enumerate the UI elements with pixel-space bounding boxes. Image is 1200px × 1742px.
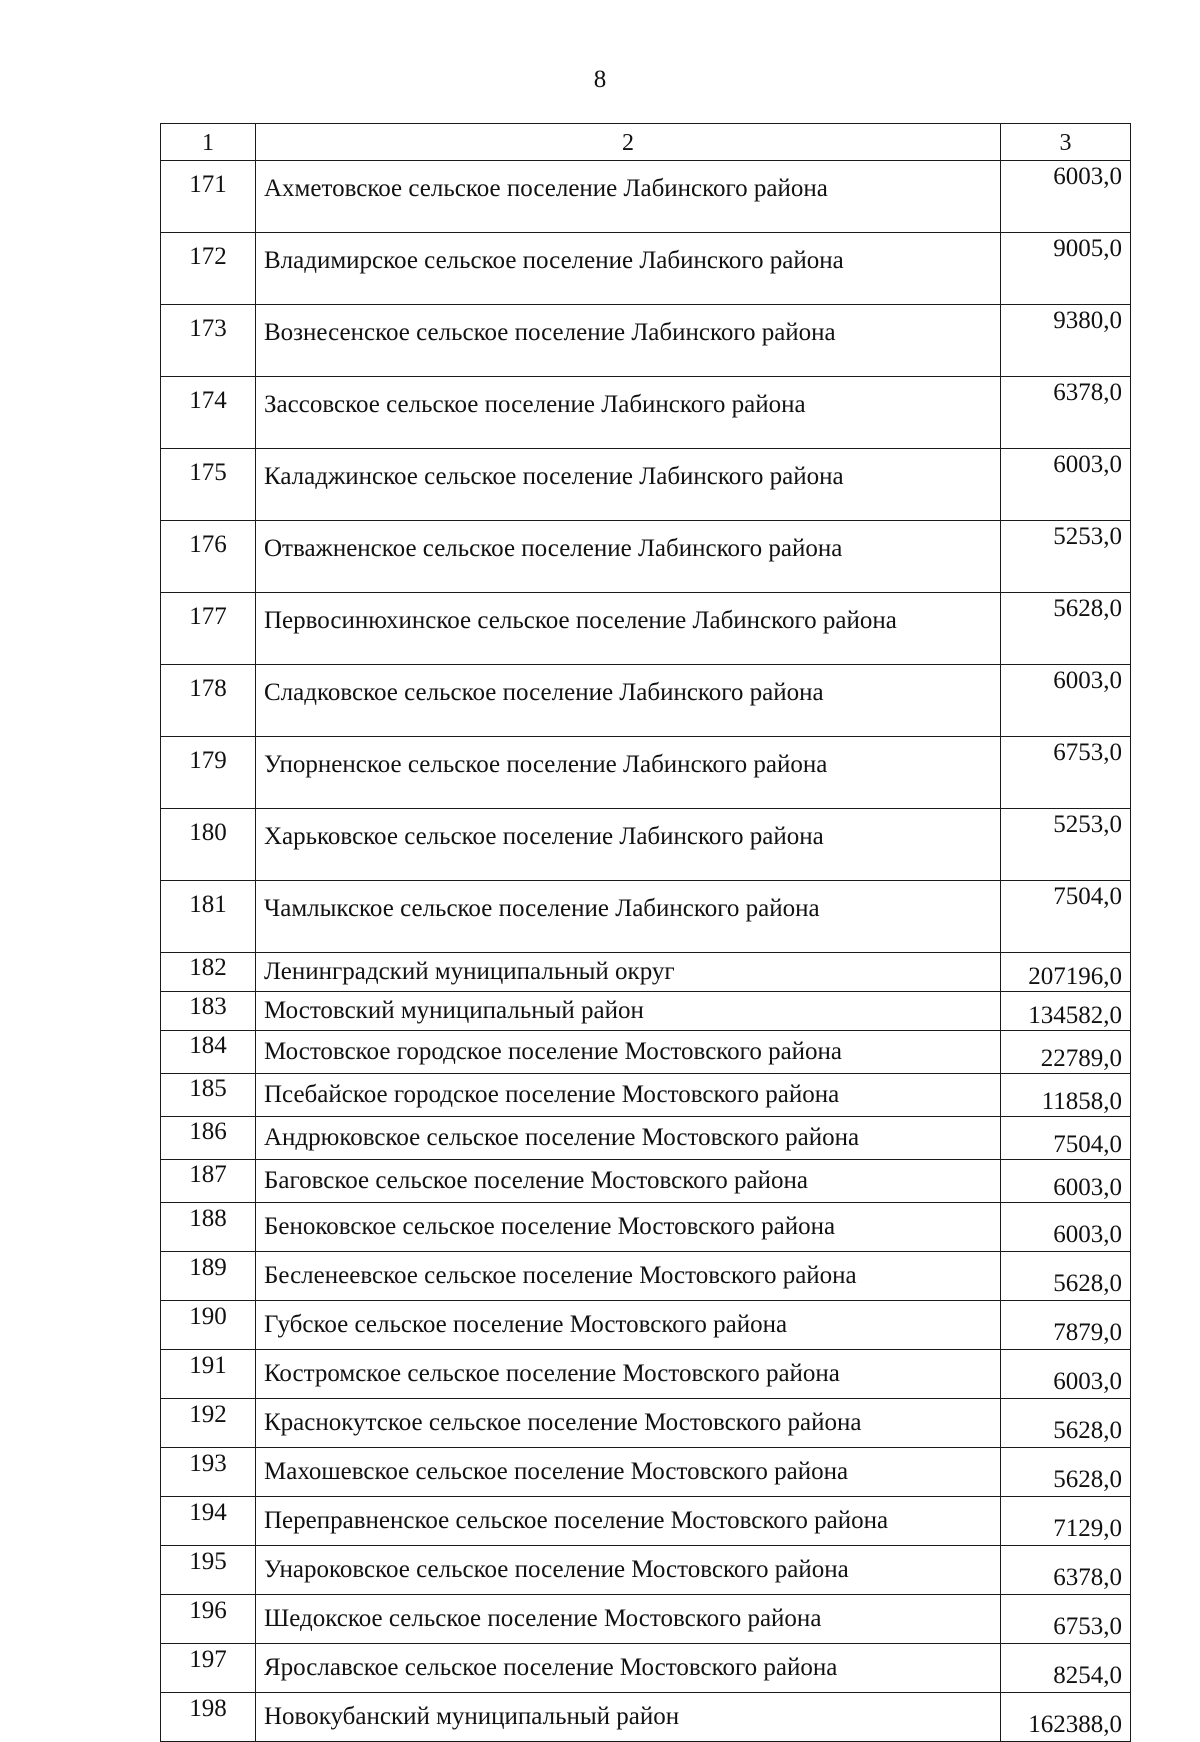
row-amount: 6003,0 bbox=[1001, 665, 1131, 737]
table-row bbox=[161, 1399, 1131, 1448]
row-settlement-name: Вознесенское сельское поселение Лабинского района bbox=[256, 305, 1001, 377]
row-amount: 7504,0 bbox=[1001, 1117, 1131, 1160]
row-settlement-name: Мостовский муниципальный район bbox=[256, 992, 1001, 1031]
table-row bbox=[161, 1074, 1131, 1117]
table-row bbox=[161, 992, 1131, 1031]
row-amount: 6003,0 bbox=[1001, 1350, 1131, 1399]
row-amount: 8254,0 bbox=[1001, 1644, 1131, 1693]
row-settlement-name: Унароковское сельское поселение Мостовского района bbox=[256, 1546, 1001, 1595]
row-amount: 162388,0 bbox=[1001, 1693, 1131, 1742]
row-number: 171 bbox=[161, 161, 256, 233]
table-row bbox=[161, 1546, 1131, 1595]
row-settlement-name: Ленинградский муниципальный округ bbox=[256, 953, 1001, 992]
header-col-value: 3 bbox=[1001, 124, 1131, 161]
table-row bbox=[161, 305, 1131, 377]
row-number: 183 bbox=[161, 992, 256, 1031]
table-row bbox=[161, 737, 1131, 809]
row-amount: 6753,0 bbox=[1001, 737, 1131, 809]
row-number: 179 bbox=[161, 737, 256, 809]
row-settlement-name: Владимирское сельское поселение Лабинского района bbox=[256, 233, 1001, 305]
table-row bbox=[161, 161, 1131, 233]
row-amount: 134582,0 bbox=[1001, 992, 1131, 1031]
row-number: 177 bbox=[161, 593, 256, 665]
table-row bbox=[161, 1203, 1131, 1252]
table-row bbox=[161, 449, 1131, 521]
row-number: 194 bbox=[161, 1497, 256, 1546]
row-amount: 6003,0 bbox=[1001, 449, 1131, 521]
row-number: 192 bbox=[161, 1399, 256, 1448]
row-settlement-name: Сладковское сельское поселение Лабинского района bbox=[256, 665, 1001, 737]
row-settlement-name: Ярославское сельское поселение Мостовского района bbox=[256, 1644, 1001, 1693]
row-settlement-name: Мостовское городское поселение Мостовского района bbox=[256, 1031, 1001, 1074]
row-number: 189 bbox=[161, 1252, 256, 1301]
table-row bbox=[161, 881, 1131, 953]
table-row bbox=[161, 1595, 1131, 1644]
row-number: 178 bbox=[161, 665, 256, 737]
table-row bbox=[161, 1252, 1131, 1301]
row-settlement-name: Губское сельское поселение Мостовского района bbox=[256, 1301, 1001, 1350]
row-number: 172 bbox=[161, 233, 256, 305]
row-settlement-name: Новокубанский муниципальный район bbox=[256, 1693, 1001, 1742]
row-settlement-name: Ахметовское сельское поселение Лабинского района bbox=[256, 161, 1001, 233]
row-settlement-name: Беноковское сельское поселение Мостовского района bbox=[256, 1203, 1001, 1252]
row-settlement-name: Зассовское сельское поселение Лабинского района bbox=[256, 377, 1001, 449]
row-number: 187 bbox=[161, 1160, 256, 1203]
row-amount: 5253,0 bbox=[1001, 521, 1131, 593]
row-number: 188 bbox=[161, 1203, 256, 1252]
row-number: 190 bbox=[161, 1301, 256, 1350]
row-settlement-name: Бесленеевское сельское поселение Мостовского района bbox=[256, 1252, 1001, 1301]
row-number: 184 bbox=[161, 1031, 256, 1074]
row-settlement-name: Переправненское сельское поселение Мостовского района bbox=[256, 1497, 1001, 1546]
row-amount: 6378,0 bbox=[1001, 1546, 1131, 1595]
row-amount: 6003,0 bbox=[1001, 1160, 1131, 1203]
row-number: 182 bbox=[161, 953, 256, 992]
table-row bbox=[161, 593, 1131, 665]
table-row bbox=[161, 953, 1131, 992]
table-row bbox=[161, 809, 1131, 881]
table-row bbox=[161, 1497, 1131, 1546]
table-row bbox=[161, 1117, 1131, 1160]
row-amount: 5253,0 bbox=[1001, 809, 1131, 881]
row-settlement-name: Шедокское сельское поселение Мостовского района bbox=[256, 1595, 1001, 1644]
page-number: 8 bbox=[593, 66, 607, 93]
row-number: 174 bbox=[161, 377, 256, 449]
row-number: 196 bbox=[161, 1595, 256, 1644]
row-amount: 5628,0 bbox=[1001, 1399, 1131, 1448]
row-amount: 11858,0 bbox=[1001, 1074, 1131, 1117]
row-number: 175 bbox=[161, 449, 256, 521]
row-amount: 207196,0 bbox=[1001, 953, 1131, 992]
row-settlement-name: Харьковское сельское поселение Лабинского района bbox=[256, 809, 1001, 881]
row-settlement-name: Первосинюхинское сельское поселение Лабинского района bbox=[256, 593, 1001, 665]
row-amount: 5628,0 bbox=[1001, 1448, 1131, 1497]
row-settlement-name: Отважненское сельское поселение Лабинского района bbox=[256, 521, 1001, 593]
row-amount: 7879,0 bbox=[1001, 1301, 1131, 1350]
row-amount: 6378,0 bbox=[1001, 377, 1131, 449]
row-amount: 9005,0 bbox=[1001, 233, 1131, 305]
row-number: 197 bbox=[161, 1644, 256, 1693]
row-number: 186 bbox=[161, 1117, 256, 1160]
table-row bbox=[161, 1644, 1131, 1693]
table-row bbox=[161, 233, 1131, 305]
table-row bbox=[161, 1160, 1131, 1203]
row-settlement-name: Андрюковское сельское поселение Мостовского района bbox=[256, 1117, 1001, 1160]
table-row bbox=[161, 665, 1131, 737]
row-number: 173 bbox=[161, 305, 256, 377]
row-amount: 22789,0 bbox=[1001, 1031, 1131, 1074]
table-body bbox=[161, 124, 1131, 1742]
row-settlement-name: Костромское сельское поселение Мостовского района bbox=[256, 1350, 1001, 1399]
header-col-name: 2 bbox=[256, 124, 1001, 161]
row-amount: 5628,0 bbox=[1001, 593, 1131, 665]
allocation-table bbox=[160, 123, 1131, 1742]
row-amount: 7504,0 bbox=[1001, 881, 1131, 953]
row-number: 198 bbox=[161, 1693, 256, 1742]
row-settlement-name: Каладжинское сельское поселение Лабинского района bbox=[256, 449, 1001, 521]
table-row bbox=[161, 377, 1131, 449]
row-settlement-name: Чамлыкское сельское поселение Лабинского района bbox=[256, 881, 1001, 953]
table-row bbox=[161, 1350, 1131, 1399]
row-number: 191 bbox=[161, 1350, 256, 1399]
row-settlement-name: Махошевское сельское поселение Мостовского района bbox=[256, 1448, 1001, 1497]
row-amount: 7129,0 bbox=[1001, 1497, 1131, 1546]
row-number: 180 bbox=[161, 809, 256, 881]
row-number: 181 bbox=[161, 881, 256, 953]
header-col-number: 1 bbox=[161, 124, 256, 161]
table-row bbox=[161, 1031, 1131, 1074]
row-settlement-name: Краснокутское сельское поселение Мостовского района bbox=[256, 1399, 1001, 1448]
table-row bbox=[161, 1693, 1131, 1742]
row-settlement-name: Упорненское сельское поселение Лабинского района bbox=[256, 737, 1001, 809]
table-row bbox=[161, 1448, 1131, 1497]
row-settlement-name: Баговское сельское поселение Мостовского района bbox=[256, 1160, 1001, 1203]
row-number: 185 bbox=[161, 1074, 256, 1117]
row-amount: 6003,0 bbox=[1001, 161, 1131, 233]
row-number: 176 bbox=[161, 521, 256, 593]
row-amount: 6753,0 bbox=[1001, 1595, 1131, 1644]
row-number: 195 bbox=[161, 1546, 256, 1595]
table-header-row bbox=[161, 124, 1131, 161]
row-number: 193 bbox=[161, 1448, 256, 1497]
row-amount: 5628,0 bbox=[1001, 1252, 1131, 1301]
table-row bbox=[161, 1301, 1131, 1350]
row-amount: 6003,0 bbox=[1001, 1203, 1131, 1252]
table-row bbox=[161, 521, 1131, 593]
row-amount: 9380,0 bbox=[1001, 305, 1131, 377]
row-settlement-name: Псебайское городское поселение Мостовского района bbox=[256, 1074, 1001, 1117]
